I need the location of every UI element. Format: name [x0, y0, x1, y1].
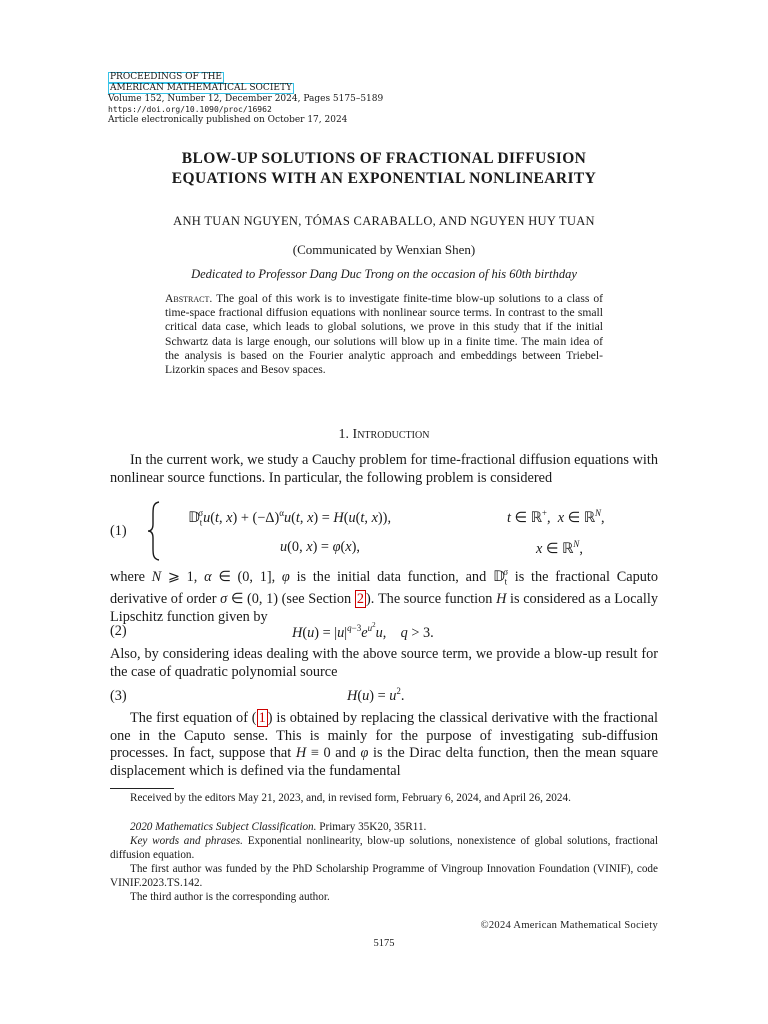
abstract-text: The goal of this work is to investigate finite-time blow-up solutions to a class of time-space fractional diffusion equations with nonlinear source terms. In contrast to the small critical data case, which leads to global solutions, we prove in this study that if the initial Schwartz data is large enough, our solutions will blow up in a finite time. The main idea of the analysis is based on the Fourier analytic approach and embeddings between Triebel-Lizorkin spaces and Besov spaces.: [165, 292, 603, 377]
keywords-text: Exponential nonlinearity, blow-up solutions, nonexistence of global solutions, fractional diffusion equation.: [110, 835, 658, 861]
p4-text-b: is obtained by replacing the classical derivative with the fractional one in the Caputo sense. This is mainly for the purpose of investigating sub-diffusion processes. In fact, suppose that: [110, 710, 658, 762]
footnote-rule: [110, 788, 174, 789]
equation-2-label: (2): [110, 623, 127, 639]
doi-link[interactable]: https://doi.org/10.1090/proc/16962: [108, 104, 272, 114]
footnote-keywords: [110, 835, 658, 862]
footnote-corresponding: The third author is the corresponding author.: [130, 891, 330, 903]
paper-title: [110, 149, 658, 189]
left-brace-icon: [145, 500, 163, 562]
journal-link-line1[interactable]: PROCEEDINGS OF THE: [110, 72, 223, 82]
p4-text-c: and: [335, 745, 356, 762]
abstract-label: Abstract.: [165, 292, 213, 305]
publication-date: Article electronically published on October 17, 2024: [108, 115, 348, 125]
communicated-by: (Communicated by Wenxian Shen): [292, 242, 476, 257]
authors: ANH TUAN NGUYEN, TÓMAS CARABALLO, AND NGUYEN HUY TUAN: [173, 214, 595, 228]
keywords-label: Key words and phrases.: [130, 835, 243, 847]
p2-text-c: (see Section: [281, 591, 352, 608]
footnote-funding: The first author was funded by the PhD Scholarship Programme of Vingroup Innovation Foundation (VINIF), code VINIF.2023.TS.142.: [110, 863, 658, 889]
title-line-2: EQUATIONS WITH AN EXPONENTIAL NONLINEARITY: [171, 170, 597, 187]
equation-1-domain-2: x ∈ ℝ$^N$,: [536, 539, 583, 557]
p4-text-d: is the Dirac delta function, then the mean square displacement which is defined via the fundamental: [110, 745, 659, 779]
equation-3: $H(u) = u^2$.: [347, 686, 405, 704]
journal-link-line2[interactable]: AMERICAN MATHEMATICAL SOCIETY: [110, 83, 292, 93]
p2-text-b: is the fractional Caputo derivative of order: [110, 568, 659, 608]
title-line-1: BLOW-UP SOLUTIONS OF FRACTIONAL DIFFUSION: [181, 150, 587, 167]
equation-3-label: (3): [110, 688, 127, 704]
journal-header: [108, 72, 383, 126]
section-title: Introduction: [352, 427, 430, 442]
p2-text-e: is considered as a Locally Lipschitz function given by: [110, 591, 658, 625]
abstract: [165, 292, 603, 377]
p4-text-a: The first equation of: [130, 710, 248, 726]
intro-paragraph-3: Also, by considering ideas dealing with the above source term, we provide a blow-up result for the case of quadratic polynomial source: [110, 646, 658, 680]
equation-1-label: (1): [110, 523, 127, 539]
equation-2: $H(u) = |u|^{q-3}e^{u^2}u$, q > 3.: [292, 621, 434, 641]
equation-1-link[interactable]: 1: [258, 710, 266, 726]
intro-paragraph-1: In the current work, we study a Cauchy problem for time-fractional diffusion equations with nonlinear source functions. In particular, the following problem is considered: [110, 452, 658, 486]
equation-1-line-1: 𝔻$_t^\sigma$u(t, $x) + (-\Delta)^\alpha u(t$, x) = H(u(t, x)),: [188, 508, 392, 528]
section-number: 1.: [338, 427, 350, 442]
section-heading: [110, 427, 658, 443]
dedication: Dedicated to Professor Dang Duc Trong on the occasion of his 60th birthday: [191, 267, 577, 281]
msc-codes: Primary 35K20, 35R11.: [319, 821, 427, 833]
section-2-link[interactable]: 2: [356, 591, 364, 608]
equation-1-domain-1: t ∈ ℝ+, x ∈ ℝ$^N$,: [507, 508, 605, 526]
footnote-msc: [110, 821, 658, 835]
equation-1-line-2: u(0, x) = φ(x),: [280, 539, 360, 555]
intro-paragraph-2: where N ⩾ 1, α ∈ (0, 1], φ is the initial data function, and 𝔻$_t^\sigma$ is the fractional Caputo derivative of order σ ∈ (0, 1) (see Section 2 ). The source function H is considered as a Locally Lipschitz function given by: [110, 567, 659, 625]
p2-text-a: is the initial data function, and: [296, 568, 487, 585]
intro-paragraph-4: The first equation of ( 1 ) is obtained by replacing the classical derivative with the fractional one in the Caputo sense. This is mainly for the purpose of investigating sub-diffusion processes. In fact, suppose that H ≡ 0 and φ is the Dirac delta function, then the mean square displacement which is defined via the fundamental: [110, 710, 659, 779]
msc-label: 2020 Mathematics Subject Classification.: [130, 821, 317, 833]
copyright-notice: ©2024 American Mathematical Society: [480, 920, 658, 931]
page-number: 5175: [373, 938, 395, 949]
footnote-received: Received by the editors May 21, 2023, and, in revised form, February 6, 2024, and April 26, 2024.: [130, 792, 571, 804]
p2-text-d: ). The source function: [365, 591, 493, 608]
volume-info: Volume 152, Number 12, December 2024, Pages 5175–5189: [108, 94, 384, 104]
